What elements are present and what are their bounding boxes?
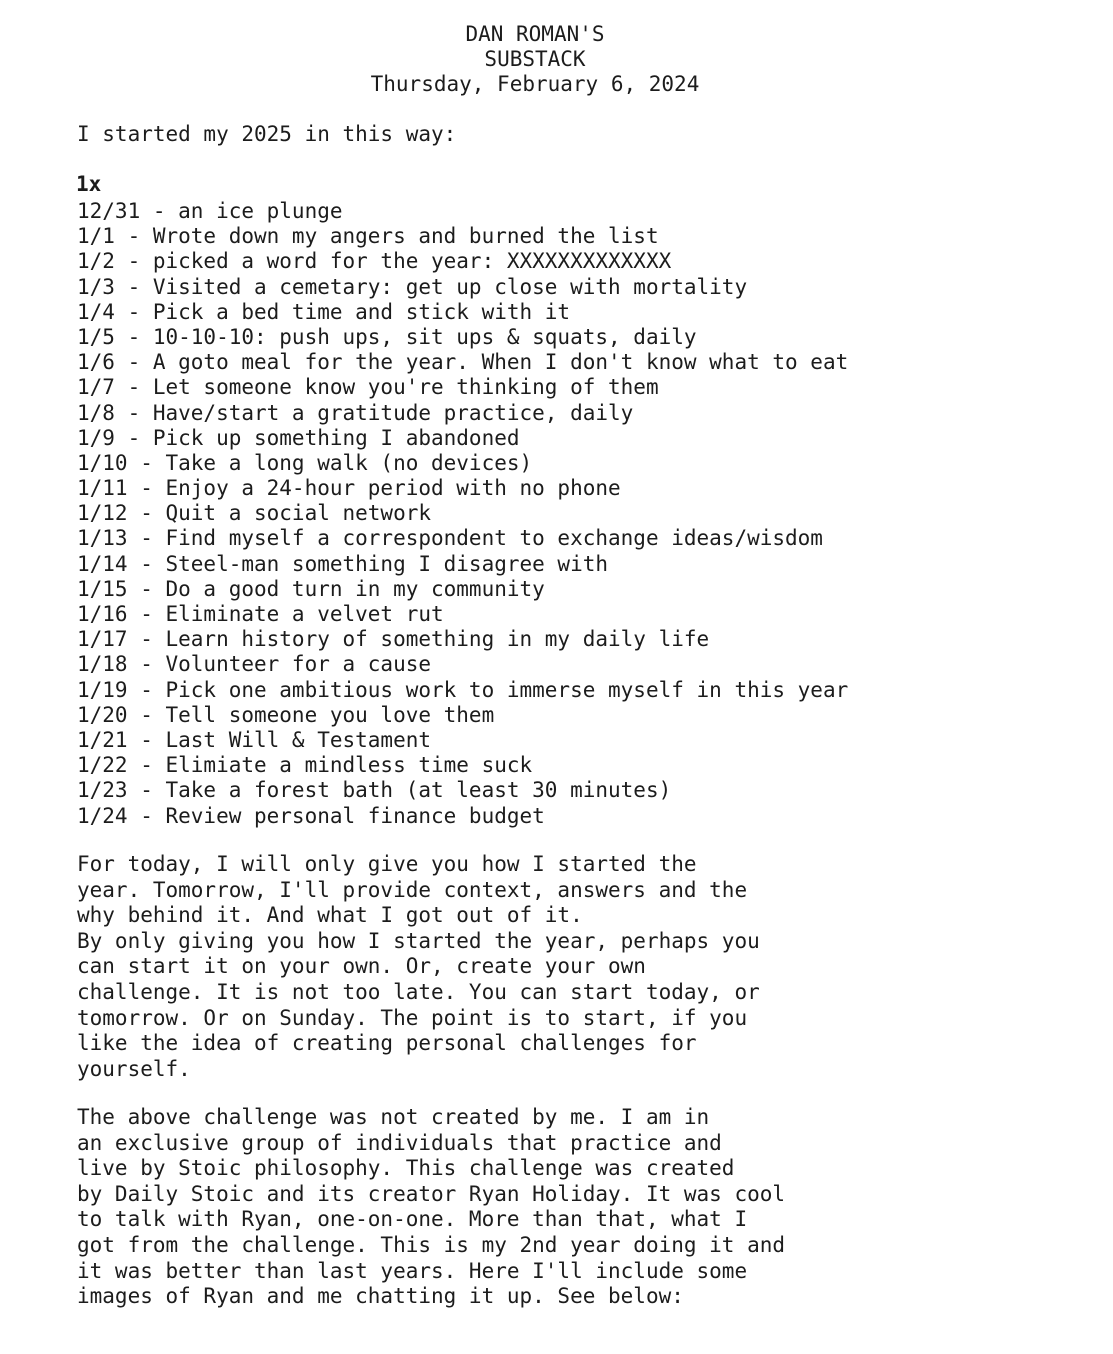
challenge-item: 1/22 - Elimiate a mindless time suck <box>77 753 533 778</box>
challenge-item: 1/5 - 10-10-10: push ups, sit ups & squats, daily <box>77 324 697 349</box>
challenge-item: 1/18 - Volunteer for a cause <box>77 652 432 677</box>
header-author: DAN ROMAN'S <box>465 22 605 46</box>
challenge-item: 1/7 - Let someone know you're thinking of them <box>77 375 659 400</box>
challenge-item: 1/1 - Wrote down my angers and burned the list <box>77 224 659 249</box>
challenge-item: 1/15 - Do a good turn in my community <box>77 576 545 601</box>
header-publication: SUBSTACK <box>484 47 586 71</box>
challenge-item: 1/9 - Pick up something I abandoned <box>77 425 520 450</box>
challenge-item: 1/2 - picked a word for the year: XXXXXXXXXXXXX <box>77 249 672 274</box>
struck-out-text: 1x <box>76 172 102 196</box>
challenge-item: 1/12 - Quit a social network <box>77 501 432 526</box>
challenge-item: 1/23 - Take a forest bath (at least 30 minutes) <box>77 778 672 803</box>
challenge-item: 1/20 - Tell someone you love them <box>77 702 495 727</box>
challenge-item: 1/11 - Enjoy a 24-hour period with no phone <box>77 476 621 501</box>
challenge-item: 1/4 - Pick a bed time and stick with it <box>77 299 571 324</box>
challenge-item: 1/17 - Learn history of something in my daily life <box>77 627 710 652</box>
challenge-item: 1/6 - A goto meal for the year. When I don't know what to eat <box>77 350 849 375</box>
page-header <box>0 22 1070 97</box>
challenge-item: 12/31 - an ice plunge <box>77 199 343 223</box>
challenge-item: 1/10 - Take a long walk (no devices) <box>77 450 533 475</box>
challenge-item: 1/3 - Visited a cemetary: get up close with mortality <box>77 274 748 299</box>
challenge-item: 1/16 - Eliminate a velvet rut <box>77 602 444 626</box>
challenge-item: 1/21 - Last Will & Testament <box>77 727 432 752</box>
intro-line: I started my 2025 in this way: <box>77 122 457 146</box>
challenge-item: 1/24 - Review personal finance budget <box>77 803 545 828</box>
paragraph-origin: The above challenge was not created by me. I am in an exclusive group of individuals that practice and live by Stoic philosophy. This challenge was created by Daily Stoic and its creator Ryan Holiday. It was cool to talk with Ryan, one-on-one. More than that, what I got from the challenge. This is my 2nd year doing it and it was better than last years. Here I'll include some images of Ryan and me chatting it up. See below: <box>77 1105 786 1309</box>
challenge-item: 1/13 - Find myself a correspondent to exchange ideas/wisdom <box>77 526 823 551</box>
challenge-item: 1/19 - Pick one ambitious work to immerse myself in this year <box>77 677 849 702</box>
paragraph-today: For today, I will only give you how I started the year. Tomorrow, I'll provide context, answers and the why behind it. And what I got out of it. By only giving you how I started the year, perhaps you can start it on your own. Or, create your own challenge. It is not too late. You can start today, or tomorrow. Or on Sunday. The point is to start, if you like the idea of creating personal challenges for yourself. <box>77 852 760 1081</box>
header-date: Thursday, February 6, 2024 <box>370 72 700 96</box>
challenge-list <box>77 199 848 829</box>
challenge-item: 1/14 - Steel-man something I disagree with <box>77 551 609 576</box>
challenge-item: 1/8 - Have/start a gratitude practice, daily <box>77 400 634 425</box>
